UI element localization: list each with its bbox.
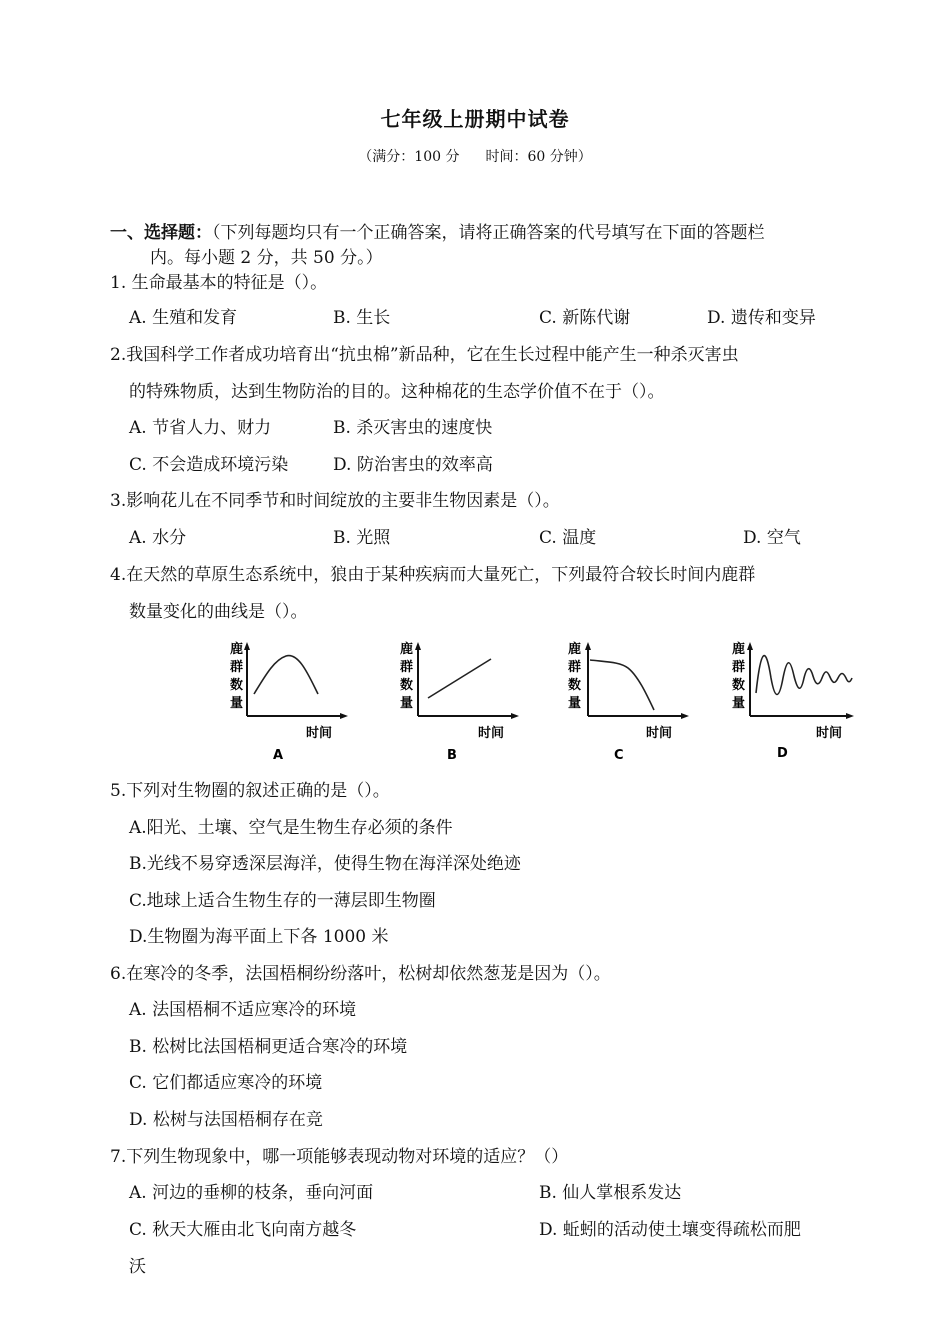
question-6-option-c: C. 它们都适应寒冷的环境	[129, 1073, 323, 1093]
graph-b-ylabel-2: 群	[400, 660, 414, 675]
question-3-option-c: C. 温度	[539, 528, 597, 548]
graph-a	[230, 641, 344, 763]
page-title: 七年级上册期中试卷	[380, 107, 570, 131]
question-1-option-c: C. 新陈代谢	[539, 308, 631, 328]
question-5-option-b: B.光线不易穿透深层海洋，使得生物在海洋深处绝迹	[129, 854, 521, 874]
section-1-instruction-cont: 内。每小题 2 分，共 50 分。）	[150, 248, 383, 268]
question-7-option-a: A. 河边的垂柳的枝条，垂向河面	[129, 1183, 374, 1203]
graph-b-ylabel-4: 量	[400, 696, 414, 711]
graph-b-letter: B	[447, 748, 457, 763]
graph-c-ylabel-3: 数	[568, 678, 582, 693]
graph-d-ylabel-4: 量	[732, 696, 746, 711]
graph-d	[732, 641, 852, 761]
graph-b-xlabel: 时间	[478, 726, 505, 741]
graph-c-ylabel-4: 量	[568, 696, 582, 711]
question-2-option-d: D. 防治害虫的效率高	[333, 455, 493, 475]
graph-c	[568, 641, 685, 763]
question-7-stem: 7.下列生物现象中，哪一项能够表现动物对环境的适应？（）	[110, 1147, 569, 1167]
question-5-option-c: C.地球上适合生物生存的一薄层即生物圈	[129, 891, 436, 911]
question-3-option-b: B. 光照	[333, 528, 391, 548]
graph-a-ylabel-2: 群	[230, 660, 244, 675]
graph-b-ylabel-1: 鹿	[400, 642, 414, 657]
section-1-heading: 一、选择题：	[110, 223, 212, 243]
section-1-header	[110, 218, 765, 243]
section-1-instruction: （下列每题均只有一个正确答案，请将正确答案的代号填写在下面的答题栏	[212, 223, 765, 243]
question-7-option-b: B. 仙人掌根系发达	[539, 1183, 682, 1203]
graph-a-curve	[254, 656, 318, 694]
graph-c-ylabel-1: 鹿	[568, 642, 582, 657]
graph-b-curve	[428, 659, 491, 698]
question-4-stem: 4.在天然的草原生态系统中，狼由于某种疾病而大量死亡，下列最符合较长时间内鹿群	[110, 565, 756, 585]
graph-a-ylabel-3: 数	[230, 678, 244, 693]
question-4-stem-cont: 数量变化的曲线是（）。	[129, 602, 308, 622]
question-5-stem: 5.下列对生物圈的叙述正确的是（）。	[110, 781, 390, 801]
graph-d-ylabel-3: 数	[732, 678, 746, 693]
question-7-option-d: D. 蚯蚓的活动使土壤变得疏松而肥	[539, 1220, 801, 1240]
question-6-option-a: A. 法国梧桐不适应寒冷的环境	[129, 1000, 357, 1020]
graph-d-letter: D	[777, 746, 788, 761]
question-2-stem-cont: 的特殊物质，达到生物防治的目的。这种棉花的生态学价值不在于（）。	[129, 382, 665, 402]
graph-d-ylabel-1: 鹿	[732, 642, 746, 657]
graph-c-curve	[590, 660, 654, 710]
graph-d-ylabel-2: 群	[732, 660, 746, 675]
question-7-option-c: C. 秋天大雁由北飞向南方越冬	[129, 1220, 357, 1240]
question-2-stem: 2.我国科学工作者成功培育出“抗虫棉”新品种，它在生长过程中能产生一种杀灭害虫	[110, 345, 739, 365]
question-5-option-a: A.阳光、土壤、空气是生物生存必须的条件	[129, 818, 453, 838]
question-3-stem: 3.影响花儿在不同季节和时间绽放的主要非生物因素是（）。	[110, 491, 560, 511]
graph-d-curve	[756, 656, 852, 695]
question-5-option-d: D.生物圈为海平面上下各 1000 米	[129, 927, 389, 947]
question-7-option-d-cont: 沃	[129, 1257, 146, 1277]
question-1-stem: 1. 生命最基本的特征是（）。	[110, 273, 328, 293]
question-6-option-d: D. 松树与法国梧桐存在竞	[129, 1110, 323, 1130]
question-3-option-d: D. 空气	[743, 528, 801, 548]
question-2-option-c: C. 不会造成环境污染	[129, 455, 289, 475]
question-4-graphs	[210, 638, 870, 768]
question-1-option-a: A. 生殖和发育	[129, 308, 238, 328]
graph-a-ylabel-1: 鹿	[230, 642, 244, 657]
graph-a-letter: A	[273, 748, 284, 763]
question-6-option-b: B. 松树比法国梧桐更适合寒冷的环境	[129, 1037, 408, 1057]
graph-b-ylabel-3: 数	[400, 678, 414, 693]
question-1-option-d: D. 遗传和变异	[707, 308, 816, 328]
subtitle-time: 时间：60 分钟）	[485, 149, 592, 165]
graph-c-xlabel: 时间	[646, 726, 673, 741]
question-6-stem: 6.在寒冷的冬季，法国梧桐纷纷落叶，松树却依然葱茏是因为（）。	[110, 964, 611, 984]
page-subtitle	[0, 146, 950, 166]
graph-d-xlabel: 时间	[816, 726, 843, 741]
question-3-option-a: A. 水分	[129, 528, 187, 548]
graph-a-xlabel: 时间	[306, 726, 333, 741]
question-2-option-a: A. 节省人力、财力	[129, 418, 272, 438]
question-1-option-b: B. 生长	[333, 308, 391, 328]
question-2-option-b: B. 杀灭害虫的速度快	[333, 418, 493, 438]
subtitle-score: （满分：100 分	[358, 149, 460, 165]
graph-a-ylabel-4: 量	[230, 696, 244, 711]
graph-b	[400, 641, 515, 763]
graph-c-ylabel-2: 群	[568, 660, 582, 675]
graph-c-letter: C	[614, 748, 624, 763]
